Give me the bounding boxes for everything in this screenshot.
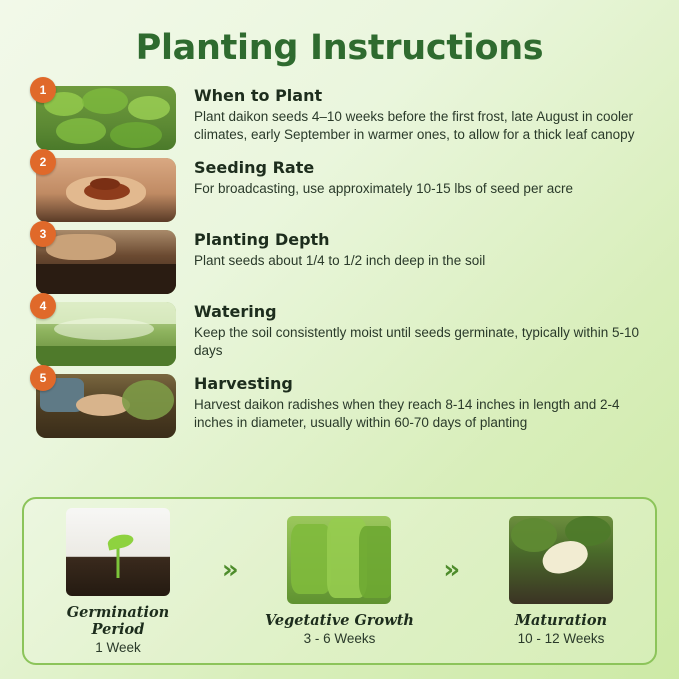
list-item xyxy=(36,227,653,294)
step-body: For broadcasting, use approximately 10-15 lbs of seed per acre xyxy=(194,181,573,196)
step-number-badge: 4 xyxy=(30,293,56,319)
step-text xyxy=(176,230,653,270)
step-thumbnail-wrap xyxy=(36,155,176,222)
steps-list xyxy=(0,83,679,438)
chevron-right-icon: » xyxy=(221,555,236,585)
step-body: Keep the soil consistently moist until seeds germinate, typically within 5-10 days xyxy=(194,325,639,358)
step-text xyxy=(176,86,653,144)
step-thumbnail-wrap xyxy=(36,299,176,366)
list-item xyxy=(36,155,653,222)
mature-daikon-radish-photo xyxy=(509,516,613,604)
timeline-stage-duration: 10 - 12 Weeks xyxy=(517,631,605,646)
timeline-stage-label: Germination Period xyxy=(66,603,170,638)
step-number-badge: 2 xyxy=(30,149,56,175)
chevron-right-icon: » xyxy=(443,555,458,585)
page-title: Planting Instructions xyxy=(135,28,544,68)
step-text xyxy=(176,158,653,198)
timeline-stage-duration: 1 Week xyxy=(95,639,141,655)
step-number-badge: 5 xyxy=(30,365,56,391)
field-irrigation-sprinkler-photo xyxy=(36,302,176,366)
timeline-stage xyxy=(38,508,198,655)
step-number-badge: 3 xyxy=(30,221,56,247)
step-body: Harvest daikon radishes when they reach 8-14 inches in length and 2-4 inches in diameter, usually within 60-70 days of planting xyxy=(194,397,620,430)
list-item xyxy=(36,371,653,438)
step-thumbnail-wrap xyxy=(36,227,176,294)
timeline-stage xyxy=(481,516,641,646)
timeline-stage xyxy=(259,516,419,646)
step-number-badge: 1 xyxy=(30,77,56,103)
hand-sowing-seeds-in-soil-photo xyxy=(36,230,176,294)
list-item xyxy=(36,83,653,150)
step-title: Planting Depth xyxy=(194,230,330,249)
step-title: When to Plant xyxy=(194,86,323,105)
step-text xyxy=(176,374,653,432)
timeline-stage-label: Maturation xyxy=(514,612,608,629)
step-thumbnail-wrap xyxy=(36,371,176,438)
list-item xyxy=(36,299,653,366)
daikon-seedlings-photo xyxy=(36,86,176,150)
step-text xyxy=(176,302,653,360)
green-leafy-growth-photo xyxy=(287,516,391,604)
timeline-stage-duration: 3 - 6 Weeks xyxy=(303,631,376,646)
sprouting-seedling-photo xyxy=(66,508,170,596)
timeline-stage-label: Vegetative Growth xyxy=(265,612,414,629)
step-title: Harvesting xyxy=(194,374,293,393)
step-title: Watering xyxy=(194,302,277,321)
step-body: Plant seeds about 1/4 to 1/2 inch deep in the soil xyxy=(194,253,486,268)
step-thumbnail-wrap xyxy=(36,83,176,150)
step-body: Plant daikon seeds 4–10 weeks before the first frost, late August in cooler climates, early September in warmer ones, to allow for a thick leaf canopy xyxy=(194,109,635,142)
hands-harvesting-daikon-photo xyxy=(36,374,176,438)
step-title: Seeding Rate xyxy=(194,158,315,177)
growth-timeline xyxy=(22,497,657,665)
hand-holding-seeds-photo xyxy=(36,158,176,222)
